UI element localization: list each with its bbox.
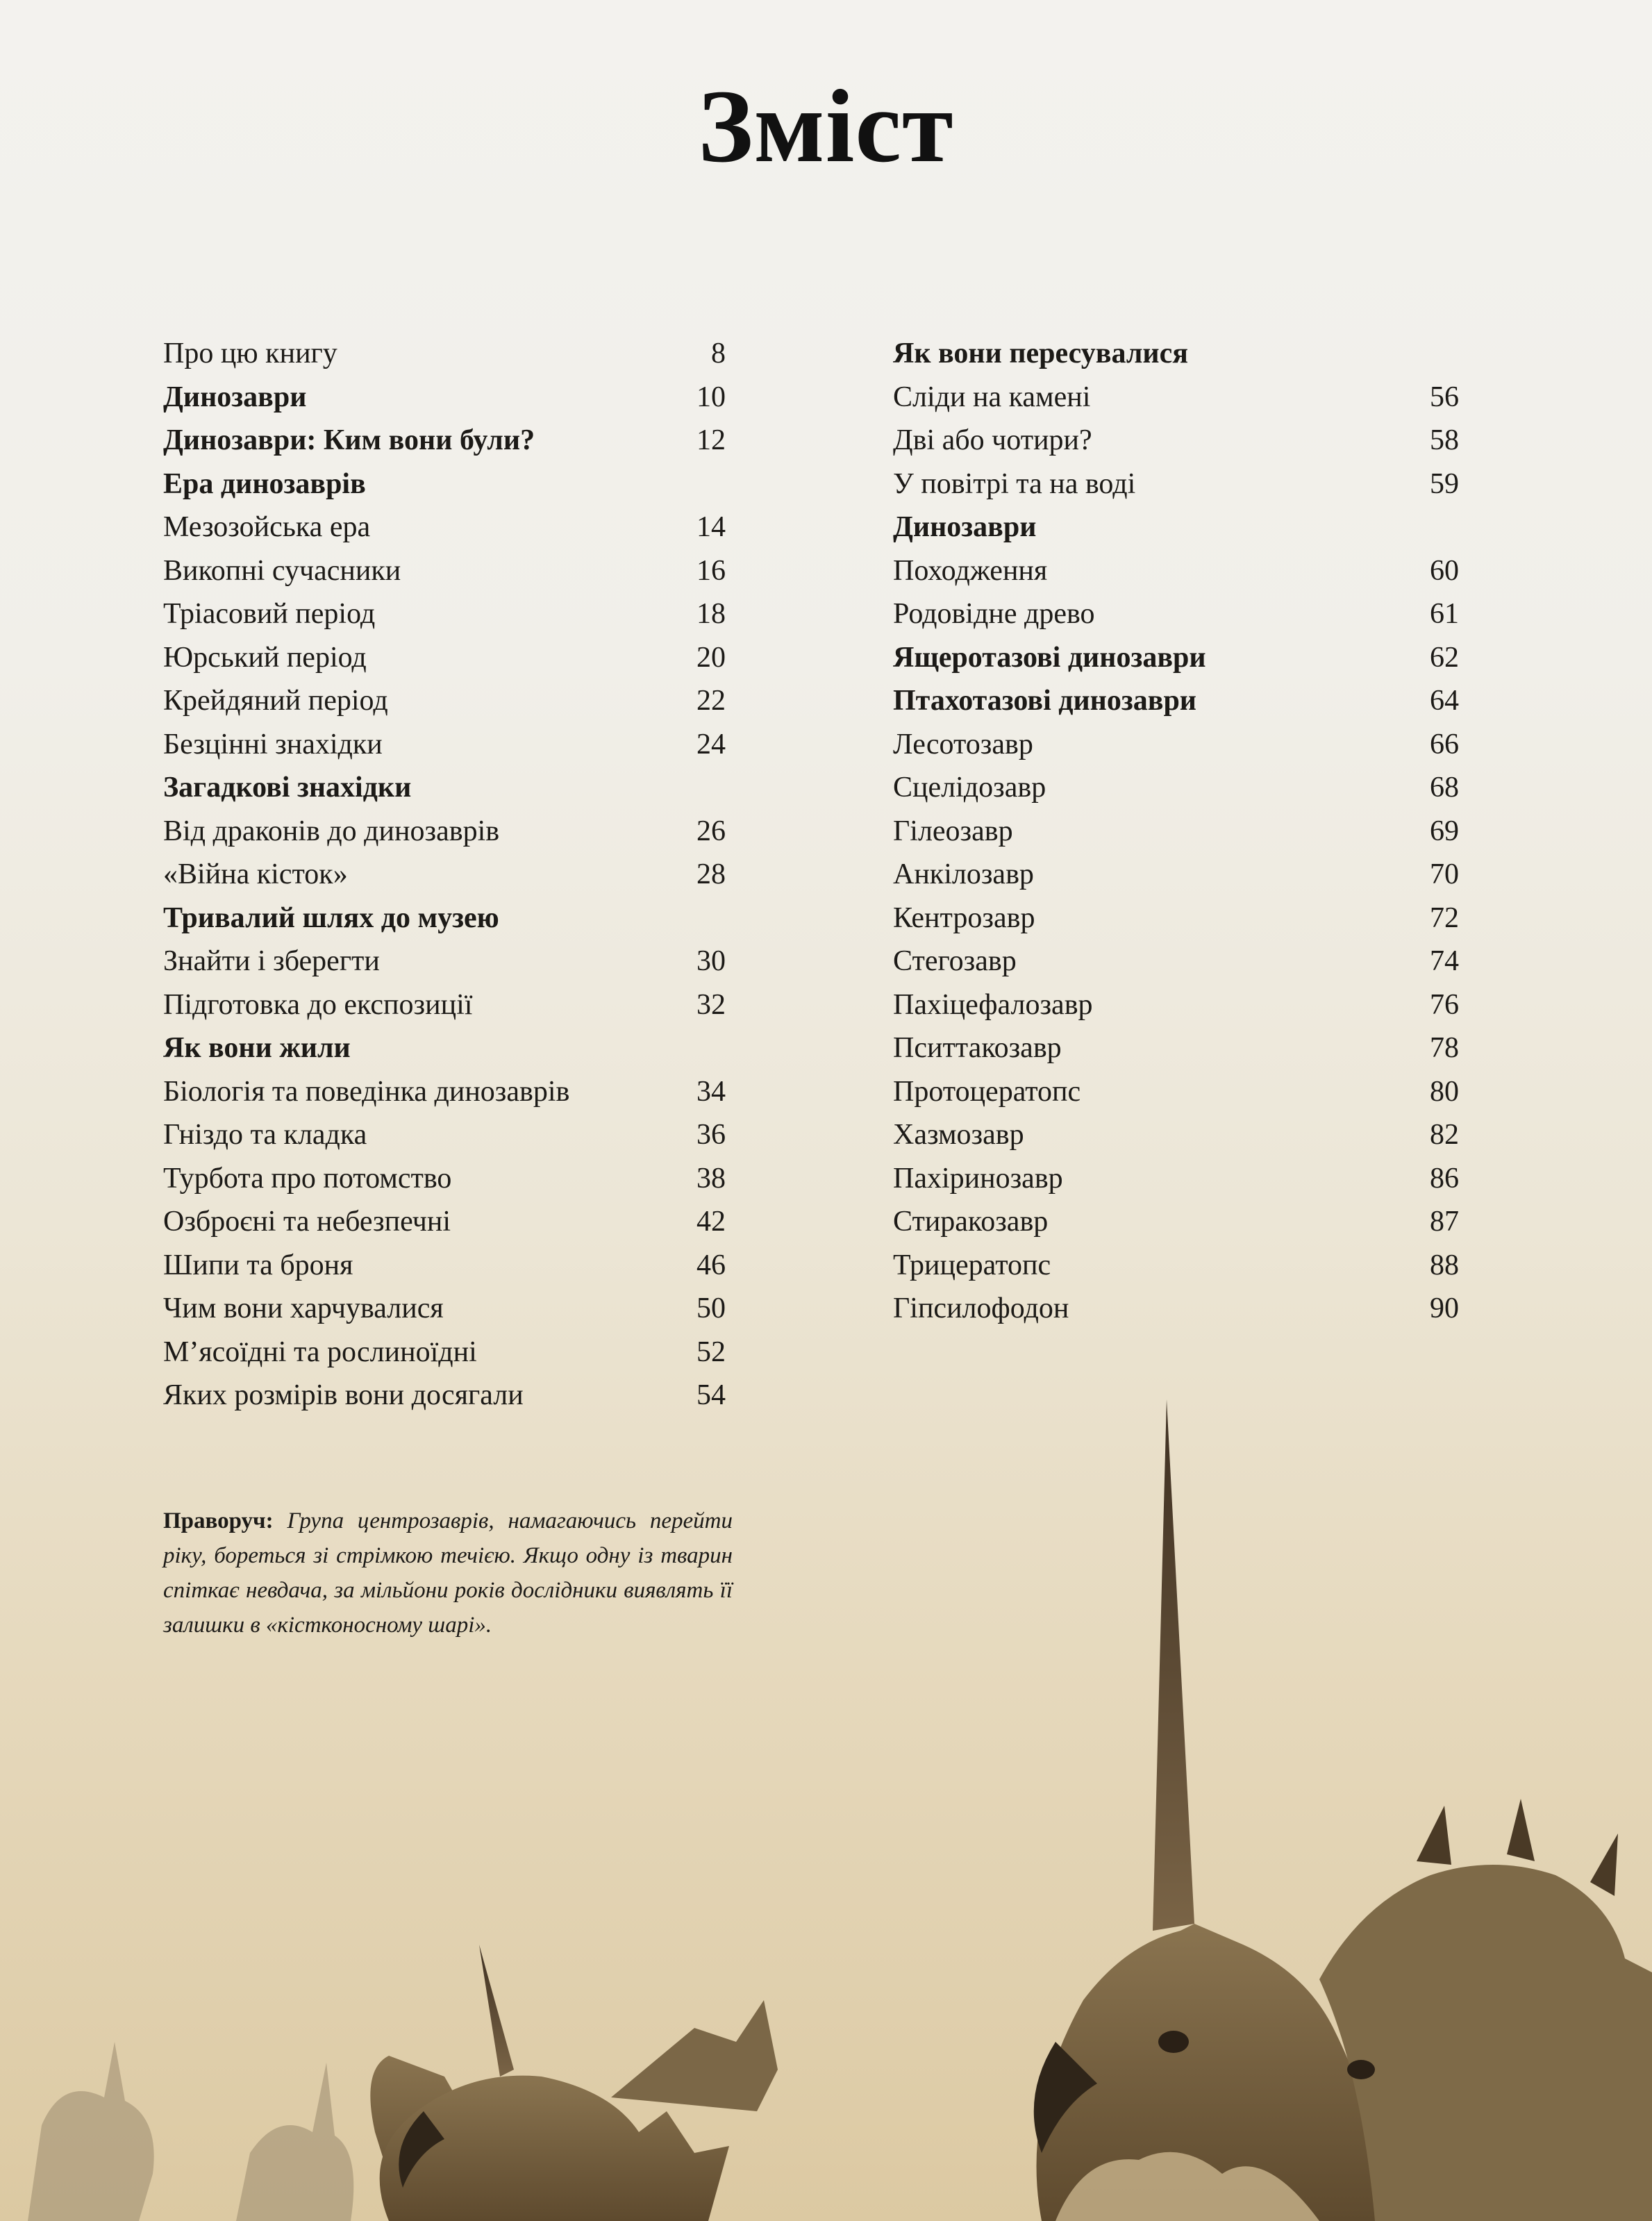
toc-entry xyxy=(893,723,1459,767)
centrosaurus-herd-illustration xyxy=(0,1375,1652,2221)
toc-entry-page: 28 xyxy=(696,858,726,890)
toc-entry-title: Пахіринозавр xyxy=(893,1162,1063,1195)
toc-entry-title: Біологія та поведінка динозаврів xyxy=(163,1075,570,1108)
toc-entry-title: Безцінні знахідки xyxy=(163,728,383,760)
toc-entry-title: Кентрозавр xyxy=(893,901,1035,934)
toc-entry-title: Стиракозавр xyxy=(893,1206,1049,1238)
toc-entry xyxy=(163,810,726,854)
toc-entry-title: Яких розмірів вони досягали xyxy=(163,1379,524,1411)
toc-entry-page: 8 xyxy=(711,338,726,369)
centrosaurus-left xyxy=(370,1945,778,2221)
toc-section-heading xyxy=(893,332,1459,376)
toc-entry xyxy=(893,983,1459,1027)
toc-entry xyxy=(893,897,1459,940)
toc-entry-page: 50 xyxy=(696,1292,726,1324)
toc-entry-page: 70 xyxy=(1430,858,1459,890)
toc-entry xyxy=(163,332,726,376)
toc-entry-title: Сцелідозавр xyxy=(893,772,1046,804)
toc-entry-page: 54 xyxy=(696,1379,726,1411)
toc-entry xyxy=(163,636,726,680)
toc-section-heading xyxy=(893,636,1459,680)
toc-entry-page: 69 xyxy=(1430,815,1459,847)
toc-entry xyxy=(893,940,1459,983)
toc-entry-page: 74 xyxy=(1430,945,1459,977)
toc-entry xyxy=(163,1157,726,1201)
toc-entry-title: Хазмозавр xyxy=(893,1119,1024,1151)
toc-entry xyxy=(163,592,726,636)
toc-entry-title: Мезозойська ера xyxy=(163,511,371,543)
toc-entry-title: Ера динозаврів xyxy=(163,467,366,500)
toc-entry xyxy=(163,940,726,983)
toc-entry xyxy=(163,1200,726,1244)
toc-entry-page: 86 xyxy=(1430,1162,1459,1195)
toc-entry-page: 12 xyxy=(696,424,726,456)
toc-section-heading xyxy=(893,506,1459,549)
toc-entry-page: 30 xyxy=(696,945,726,977)
toc-entry-title: Загадкові знахідки xyxy=(163,772,412,804)
toc-entry xyxy=(893,419,1459,463)
toc-entry-title: Про цю книгу xyxy=(163,338,337,369)
toc-entry-title: Знайти і зберегти xyxy=(163,945,380,977)
toc-entry-title: Трицератопс xyxy=(893,1249,1051,1281)
toc-entry-title: Стегозавр xyxy=(893,945,1017,977)
toc-entry xyxy=(893,1244,1459,1288)
toc-entry-page: 36 xyxy=(696,1119,726,1151)
toc-entry-title: Пситтакозавр xyxy=(893,1032,1062,1064)
toc-entry-page: 62 xyxy=(1430,641,1459,674)
toc-entry-title: Сліди на камені xyxy=(893,381,1091,413)
toc-entry-title: Анкілозавр xyxy=(893,858,1034,890)
toc-entry-title: Пахіцефалозавр xyxy=(893,988,1093,1021)
toc-entry-page: 52 xyxy=(696,1336,726,1368)
toc-entry-title: Ящеротазові динозаври xyxy=(893,641,1206,674)
toc-entry-page: 60 xyxy=(1430,554,1459,587)
toc-entry-title: Протоцератопс xyxy=(893,1075,1081,1108)
toc-entry-page: 78 xyxy=(1430,1032,1459,1064)
toc-left-column xyxy=(163,332,726,1417)
toc-entry xyxy=(893,1070,1459,1114)
toc-entry-title: Викопні сучасники xyxy=(163,554,401,587)
toc-entry xyxy=(893,1113,1459,1157)
toc-entry-page: 10 xyxy=(696,381,726,413)
toc-section-heading xyxy=(163,463,726,506)
toc-entry-title: Чим вони харчувалися xyxy=(163,1292,444,1324)
centrosaurus-right xyxy=(1034,1399,1652,2221)
toc-entry-title: Динозаври: Ким вони були? xyxy=(163,424,535,456)
toc-section-heading xyxy=(163,897,726,940)
toc-entry-title: «Війна кісток» xyxy=(163,858,348,890)
toc-entry-title: Як вони пересувалися xyxy=(893,338,1188,369)
toc-entry xyxy=(893,376,1459,419)
toc-entry-title: М’ясоїдні та рослиноїдні xyxy=(163,1336,477,1368)
toc-entry-page: 46 xyxy=(696,1249,726,1281)
toc-entry-page: 72 xyxy=(1430,901,1459,934)
toc-entry-title: У повітрі та на воді xyxy=(893,467,1136,500)
toc-section-heading xyxy=(893,679,1459,723)
toc-section-heading xyxy=(163,1026,726,1070)
toc-entry-title: Динозаври xyxy=(163,381,307,413)
toc-entry-title: Птахотазові динозаври xyxy=(893,685,1197,717)
toc-entry-title: Підготовка до експозиції xyxy=(163,988,473,1021)
toc-entry xyxy=(893,1200,1459,1244)
toc-entry-title: Дві або чотири? xyxy=(893,424,1092,456)
toc-entry-page: 38 xyxy=(696,1162,726,1195)
toc-entry-page: 61 xyxy=(1430,598,1459,630)
toc-entry-page: 87 xyxy=(1430,1206,1459,1238)
toc-entry-title: Шипи та броня xyxy=(163,1249,353,1281)
toc-entry xyxy=(893,549,1459,593)
toc-entry-title: Озброєні та небезпечні xyxy=(163,1206,451,1238)
toc-entry-title: Гніздо та кладка xyxy=(163,1119,367,1151)
toc-section-heading xyxy=(163,419,726,463)
toc-entry-title: Як вони жили xyxy=(163,1032,351,1064)
toc-entry-title: Лесотозавр xyxy=(893,728,1033,760)
toc-entry-title: Турбота про потомство xyxy=(163,1162,452,1195)
toc-section-heading xyxy=(163,376,726,419)
toc-entry-page: 59 xyxy=(1430,467,1459,500)
toc-entry-page: 42 xyxy=(696,1206,726,1238)
toc-entry xyxy=(893,1157,1459,1201)
toc-entry-title: Родовідне древо xyxy=(893,598,1095,630)
toc-section-heading xyxy=(163,766,726,810)
toc-entry xyxy=(163,506,726,549)
toc-entry-page: 66 xyxy=(1430,728,1459,760)
toc-entry xyxy=(893,766,1459,810)
toc-entry-title: Гіпсилофодон xyxy=(893,1292,1069,1324)
toc-entry-page: 32 xyxy=(696,988,726,1021)
toc-entry-title: Тріасовий період xyxy=(163,598,376,630)
toc-entry-page: 14 xyxy=(696,511,726,543)
toc-entry-page: 80 xyxy=(1430,1075,1459,1108)
toc-entry-page: 90 xyxy=(1430,1292,1459,1324)
toc-entry xyxy=(893,463,1459,506)
toc-entry xyxy=(163,1331,726,1374)
toc-entry-page: 20 xyxy=(696,641,726,674)
toc-entry-page: 88 xyxy=(1430,1249,1459,1281)
toc-entry-page: 16 xyxy=(696,554,726,587)
caption-label: Праворуч: xyxy=(163,1508,274,1533)
toc-entry xyxy=(893,1287,1459,1331)
toc-entry-page: 82 xyxy=(1430,1119,1459,1151)
page-title: Зміст xyxy=(698,69,954,184)
toc-entry xyxy=(163,1070,726,1114)
toc-entry-title: Тривалий шлях до музею xyxy=(163,901,499,934)
toc-entry xyxy=(893,853,1459,897)
toc-entry-page: 64 xyxy=(1430,685,1459,717)
toc-entry xyxy=(163,723,726,767)
toc-entry-page: 56 xyxy=(1430,381,1459,413)
toc-entry-title: Гілеозавр xyxy=(893,815,1013,847)
toc-entry-page: 68 xyxy=(1430,772,1459,804)
toc-entry-page: 18 xyxy=(696,598,726,630)
toc-right-column xyxy=(893,332,1459,1331)
toc-entry-title: Юрський період xyxy=(163,641,367,674)
toc-entry-title: Походження xyxy=(893,554,1048,587)
toc-entry-page: 26 xyxy=(696,815,726,847)
toc-entry xyxy=(163,853,726,897)
toc-entry xyxy=(163,1287,726,1331)
toc-entry xyxy=(163,549,726,593)
toc-entry xyxy=(163,1244,726,1288)
toc-entry xyxy=(893,592,1459,636)
toc-entry xyxy=(163,983,726,1027)
toc-entry-title: Динозаври xyxy=(893,511,1037,543)
toc-entry xyxy=(163,1113,726,1157)
toc-entry-page: 58 xyxy=(1430,424,1459,456)
toc-entry-page: 22 xyxy=(696,685,726,717)
caption-text: Група центрозаврів, намагаючись перейти ріку, бореться зі стрімкою течією. Якщо одну із тварин спіткає невдача, за мільйони років дослідники виявлять її залишки в «кістконосному шарі». xyxy=(163,1508,733,1638)
toc-entry xyxy=(893,1026,1459,1070)
toc-entry xyxy=(893,810,1459,854)
toc-entry-title: Крейдяний період xyxy=(163,685,388,717)
toc-entry xyxy=(163,679,726,723)
toc-entry-page: 34 xyxy=(696,1075,726,1108)
toc-entry-page: 76 xyxy=(1430,988,1459,1021)
toc-entry-title: Від драконів до динозаврів xyxy=(163,815,500,847)
toc-entry-page: 24 xyxy=(696,728,726,760)
